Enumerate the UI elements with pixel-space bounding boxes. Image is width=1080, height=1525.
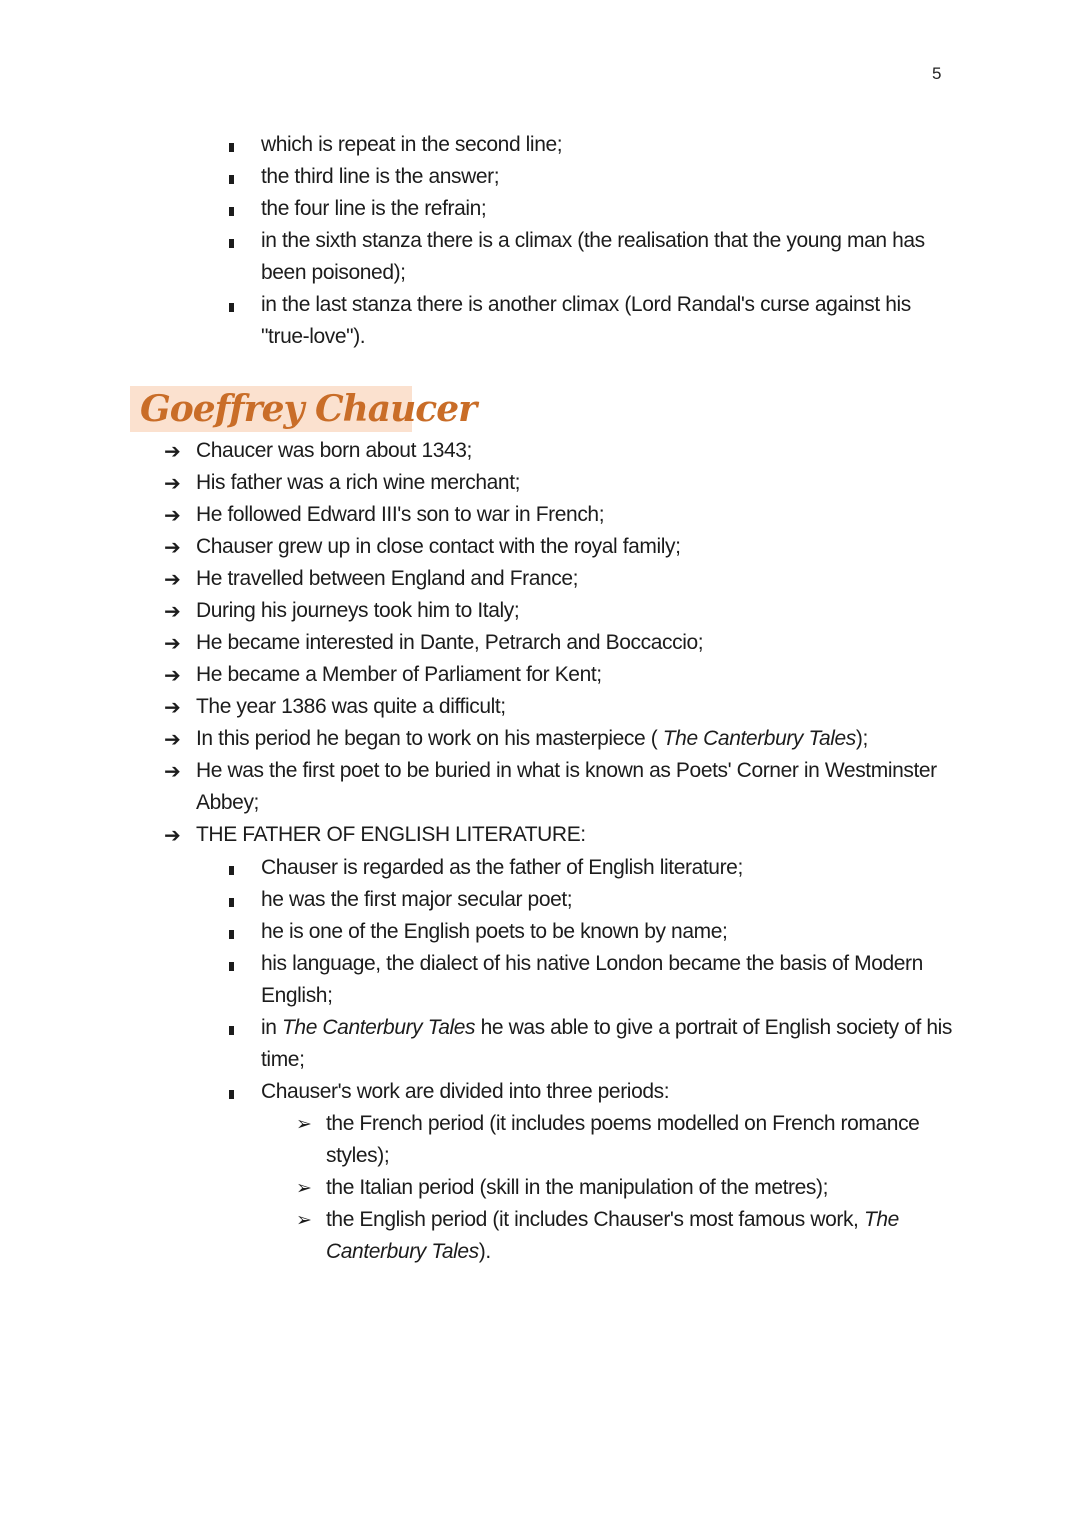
intro-list: [222, 129, 952, 353]
list-item: he was the first major secular poet;: [222, 884, 962, 916]
list-item: ➔ In this period he began to work on his masterpiece ( The Canterbury Tales);: [160, 723, 950, 755]
subsection-heading: THE FATHER OF ENGLISH LITERATURE:: [196, 823, 586, 846]
arrow-right-icon: ➔: [164, 599, 181, 623]
bullet-icon: [229, 1090, 234, 1099]
bullet-icon: [229, 930, 234, 939]
arrow-right-icon: ➔: [164, 727, 181, 751]
bullet-icon: [229, 866, 234, 875]
arrow-right-icon: ➔: [164, 503, 181, 527]
arrow-right-icon: ➔: [164, 759, 181, 783]
arrow-right-icon: ➔: [164, 631, 181, 655]
bullet-icon: [229, 962, 234, 971]
list-item: ➔ Chauser grew up in close contact with the royal family;: [160, 531, 950, 563]
arrow-right-icon: ➔: [164, 567, 181, 591]
list-item: ➔ His father was a rich wine merchant;: [160, 467, 950, 499]
arrow-right-icon: ➔: [164, 663, 181, 687]
list-item: ➔ He was the first poet to be buried in what is known as Poets' Corner in Westminster Abbey;: [160, 755, 950, 819]
list-item: ➢ the Italian period (skill in the manipulation of the metres);: [296, 1172, 962, 1204]
list-item: Chauser is regarded as the father of English literature;: [222, 852, 962, 884]
list-item: which is repeat in the second line;: [222, 129, 952, 161]
list-item: ➢ the French period (it includes poems modelled on French romance styles);: [296, 1108, 962, 1172]
arrowhead-icon: ➢: [296, 1209, 312, 1231]
list-item: the third line is the answer;: [222, 161, 952, 193]
page-number: 5: [932, 64, 942, 83]
list-item: [160, 819, 950, 851]
bullet-icon: [229, 1026, 234, 1035]
list-item: ➔ He travelled between England and France;: [160, 563, 950, 595]
bullet-icon: [229, 898, 234, 907]
arrowhead-icon: ➢: [296, 1113, 312, 1135]
arrow-right-icon: ➔: [164, 535, 181, 559]
list-item: ➢ the English period (it includes Chauser's most famous work, The Canterbury Tales).: [296, 1204, 962, 1268]
list-item: ➔ Chaucer was born about 1343;: [160, 435, 950, 467]
list-item: in the last stanza there is another climax (Lord Randal's curse against his "true-love").: [222, 289, 952, 353]
list-item: in the sixth stanza there is a climax (the realisation that the young man has been poisoned);: [222, 225, 952, 289]
book-title: The Canterbury Tales: [662, 727, 856, 750]
list-item: ➔ He followed Edward III's son to war in French;: [160, 499, 950, 531]
list-item: ➔ He became interested in Dante, Petrarch and Boccaccio;: [160, 627, 950, 659]
list-item: ➔ He became a Member of Parliament for Kent;: [160, 659, 950, 691]
list-item: ➔ The year 1386 was quite a difficult;: [160, 691, 950, 723]
book-title: The Canterbury Tales: [326, 1208, 899, 1263]
list-item: his language, the dialect of his native London became the basis of Modern English;: [222, 948, 962, 1012]
arrow-right-icon: ➔: [164, 695, 181, 719]
book-title: The Canterbury Tales: [281, 1016, 476, 1039]
arrowhead-icon: ➢: [296, 1177, 312, 1199]
periods-list: [261, 1108, 962, 1268]
list-item: in The Canterbury Tales he was able to give a portrait of English society of his time;: [222, 1012, 962, 1076]
list-item: the four line is the refrain;: [222, 193, 952, 225]
list-item: he is one of the English poets to be known by name;: [222, 916, 962, 948]
facts-list: [160, 435, 950, 851]
arrow-right-icon: ➔: [164, 823, 181, 847]
list-item: Chauser's work are divided into three periods: ➢ the French period (it includes poems modelled on French romance styles); ➢ the Italian period (skill in the manipulation of the metres); ➢ the English period (it includes Chauser's most famous work, The Canterbury Tales).: [222, 1076, 962, 1268]
section-heading: Goeffrey Chaucer: [140, 388, 477, 430]
arrow-right-icon: ➔: [164, 471, 181, 495]
arrow-right-icon: ➔: [164, 439, 181, 463]
list-item: ➔ During his journeys took him to Italy;: [160, 595, 950, 627]
father-list: [222, 852, 962, 1268]
